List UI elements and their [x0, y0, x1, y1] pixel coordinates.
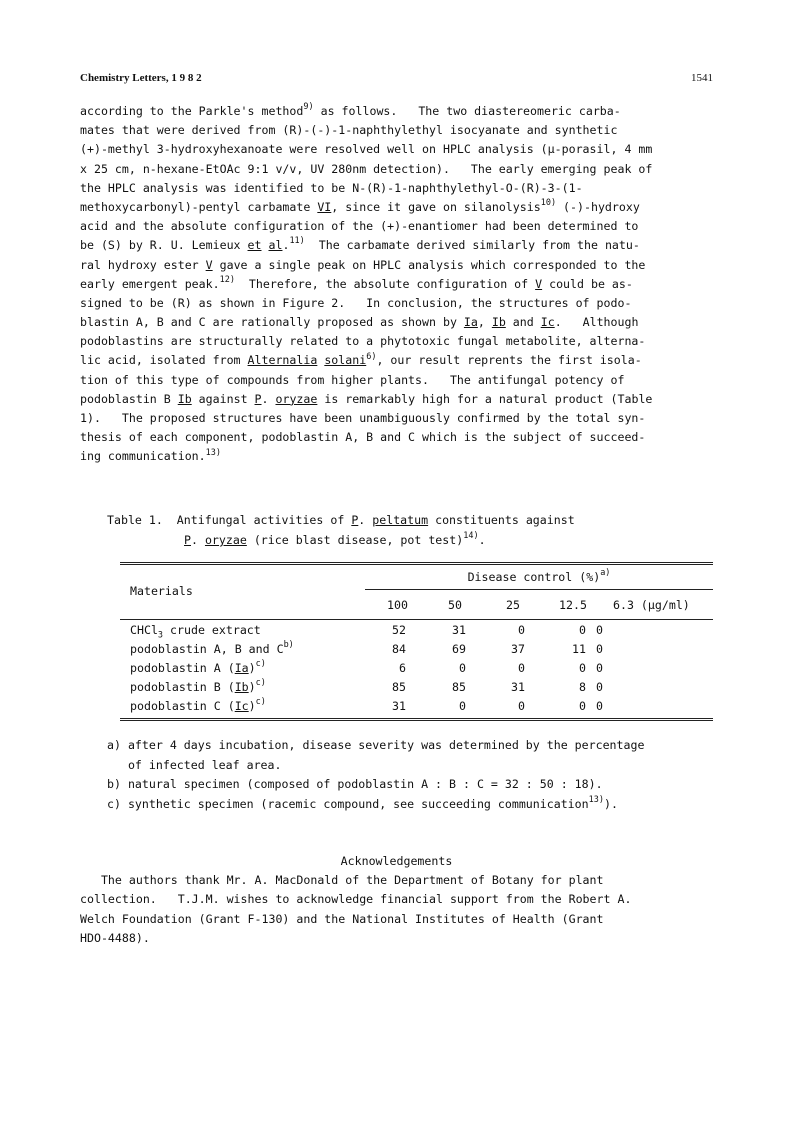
table-cell: 85 [452, 680, 466, 694]
column-header: 25 [506, 598, 520, 612]
body-line [80, 275, 713, 294]
acknowledgement-line: The authors thank Mr. A. MacDonald of the Department of Botany for plant [80, 873, 604, 887]
table-cell: 31 [452, 623, 466, 637]
text-run: podoblastin A, B and C [130, 642, 284, 656]
text-run: crude extract [163, 623, 261, 637]
table-cell: 11 [572, 642, 586, 656]
table-cell: 85 [392, 680, 406, 694]
text-run: . Although [554, 315, 639, 330]
text-run: of infected leaf area. [107, 757, 282, 772]
text-run: acid and the absolute configuration of the (+)-enantiomer had been determined to [80, 219, 639, 234]
text-run: ) [248, 680, 256, 694]
text-run: and [505, 315, 541, 330]
body-line [80, 409, 713, 428]
text-run: podoblastins are structurally related to a phytotoxic fungal metabolite, alterna- [80, 334, 646, 349]
row-label [130, 678, 266, 697]
column-header: 6.3 (μg/ml) [613, 598, 690, 612]
text-run: podoblastin B ( [130, 680, 235, 694]
text-run: ral hydroxy ester [80, 257, 206, 272]
underlined-text: P [184, 533, 191, 547]
table-cell: 0 [596, 623, 603, 637]
body-line [80, 179, 713, 198]
table-cell: 6 [399, 661, 406, 675]
reference-superscript: 13) [588, 794, 604, 805]
underlined-text: Ib [234, 680, 249, 694]
body-line [80, 160, 713, 179]
underlined-text: Ia [463, 315, 478, 330]
table-cell: 31 [392, 699, 406, 713]
row-label [130, 697, 266, 716]
text-run: early emergent peak. [80, 276, 220, 291]
text-run: methoxycarbonyl)-pentyl carbamate [80, 199, 318, 214]
table-cell: 84 [392, 642, 406, 656]
text-run: lic acid, isolated from [80, 353, 248, 368]
table-cell: 31 [511, 680, 525, 694]
text-run: , since it gave on silanolysis [331, 199, 541, 214]
text-run: ). [603, 796, 618, 811]
table-caption [107, 510, 667, 550]
table-cell: 52 [392, 623, 406, 637]
column-header: 100 [387, 598, 408, 612]
table-cell: 0 [518, 623, 525, 637]
table-cell: 0 [596, 642, 603, 656]
table-bottom-rule [120, 718, 713, 719]
text-run: The carbamate derived similarly from the natu- [304, 238, 640, 253]
disease-control-header [365, 567, 713, 587]
body-line [80, 198, 713, 217]
table-cell: 0 [518, 699, 525, 713]
reference-superscript: 12) [219, 274, 235, 285]
reference-superscript: c) [255, 659, 266, 670]
row-label [130, 640, 294, 659]
table-row [120, 640, 713, 659]
table-cell: 8 [579, 680, 586, 694]
table-cell: 0 [596, 661, 603, 675]
text-run: is remarkably high for a natural product (Table [317, 391, 653, 406]
underlined-text: VI [317, 199, 332, 214]
text-run: gave a single peak on HPLC analysis which corresponded to the [212, 257, 646, 272]
table-cell: 69 [452, 642, 466, 656]
acknowledgement-line: Welch Foundation (Grant F-130) and the National Institutes of Health (Grant [80, 911, 604, 926]
table-top-rule [120, 562, 713, 563]
table-caption-line [107, 510, 667, 530]
body-line [80, 256, 713, 275]
text-run: , our result reprents the first isola- [376, 353, 642, 368]
underlined-text: V [205, 257, 213, 272]
text-run: mates that were derived from (R)-(-)-1-naphthylethyl isocyanate and synthetic [80, 123, 618, 138]
column-header: 12.5 [559, 598, 587, 612]
table-subheader-rule [365, 589, 713, 590]
underlined-text: V [535, 276, 543, 291]
materials-header: Materials [130, 584, 193, 598]
column-header: 50 [448, 598, 462, 612]
text-run: Therefore, the absolute configuration of [234, 276, 536, 291]
text-run: signed to be (R) as shown in Figure 2. In conclusion, the structures of podo- [80, 295, 632, 310]
disease-control-label: Disease control (%) [467, 570, 601, 584]
text-run: be (S) by R. U. Lemieux [80, 238, 248, 253]
table-cell: 0 [518, 661, 525, 675]
text-run: , [477, 315, 492, 330]
disease-control-footnote: a) [600, 568, 611, 579]
text-run: . [261, 391, 276, 406]
underlined-text: Ib [177, 391, 192, 406]
footnote-line [107, 736, 707, 756]
column-headers [365, 595, 713, 615]
table-cell: 0 [579, 623, 586, 637]
text-run: (+)-methyl 3-hydroxyhexanoate were resolved well on HPLC analysis (μ-porasil, 4 mm [80, 142, 653, 157]
table-bottom-rule-2 [120, 720, 713, 721]
body-line [80, 371, 713, 390]
reference-superscript: 9) [303, 102, 314, 113]
text-run: ) [248, 661, 256, 675]
underlined-text: et [247, 238, 262, 253]
text-run: ing communication. [80, 449, 206, 464]
underlined-text: P [351, 513, 359, 527]
underlined-text: P [254, 391, 262, 406]
underlined-text: peltatum [372, 513, 429, 527]
text-run: as follows. The two diastereomeric carba- [313, 104, 621, 118]
underlined-text: Ic [234, 699, 249, 713]
text-run: ) [248, 699, 256, 713]
text-run: x 25 cm, n-hexane-EtOAc 9:1 v/v, UV 280nm detection). The early emerging peak of [80, 161, 653, 176]
text-run: according to the Parkle's method [80, 104, 304, 118]
text-run: c) synthetic specimen (racemic compound, see succeeding communication [107, 796, 589, 811]
text-run: constituents against [428, 513, 575, 527]
table-row [120, 621, 713, 640]
underlined-text: Ia [234, 661, 249, 675]
table-footnotes [107, 736, 707, 814]
body-line [80, 121, 713, 140]
page-number: 1541 [691, 72, 713, 84]
reference-superscript: c) [255, 697, 266, 708]
reference-superscript: 6) [366, 351, 377, 362]
table-caption-line [107, 530, 667, 550]
journal-name: Chemistry Letters, 1 9 8 2 [80, 72, 202, 84]
underlined-text: solani [324, 353, 367, 368]
text-run: could be as- [542, 276, 633, 291]
body-line [80, 140, 713, 159]
subscript: 3 [157, 630, 164, 641]
table-row [120, 697, 713, 716]
text-run: CHCl [130, 623, 158, 637]
text-run: blastin A, B and C are rationally proposed as shown by [80, 315, 464, 330]
table-header-rule [120, 619, 713, 620]
row-label [130, 659, 266, 678]
body-line [80, 217, 713, 236]
underlined-text: oryzae [204, 533, 247, 547]
underlined-text: al [268, 238, 283, 253]
text-run: . [190, 533, 205, 547]
body-line [80, 102, 713, 121]
body-line [80, 294, 713, 313]
underlined-text: oryzae [275, 391, 318, 406]
reference-superscript: 11) [289, 236, 305, 247]
table-cell: 0 [596, 699, 603, 713]
body-line [80, 332, 713, 351]
text-run: b) natural specimen (composed of podoblastin A : B : C = 32 : 50 : 18). [107, 777, 603, 791]
reference-superscript: 13) [205, 447, 221, 458]
acknowledgement-line: collection. T.J.M. wishes to acknowledge financial support from the Robert A. [80, 892, 632, 907]
table-row [120, 659, 713, 678]
table-row [120, 678, 713, 697]
underlined-text: Alternalia [247, 353, 318, 368]
text-run: Table 1. Antifungal activities of [107, 513, 352, 527]
footnote-line [107, 795, 707, 815]
footnote-line [107, 756, 707, 776]
text-run: tion of this type of compounds from higher plants. The antifungal potency of [80, 372, 625, 387]
body-line [80, 447, 713, 466]
text-run: . [358, 513, 373, 527]
text-run: (rice blast disease, pot test) [246, 533, 464, 547]
page-header [80, 72, 713, 88]
reference-superscript: 10) [540, 198, 557, 209]
text-run: . [282, 238, 290, 253]
text-run: a) after 4 days incubation, disease severity was determined by the percentage [107, 738, 645, 752]
row-label [130, 621, 261, 640]
body-line [80, 351, 713, 370]
table-cell: 0 [459, 661, 466, 675]
underlined-text: Ib [491, 315, 506, 330]
footnote-line [107, 775, 707, 795]
acknowledgements-text [80, 871, 713, 948]
table-cell: 0 [596, 680, 603, 694]
text-run: podoblastin A ( [130, 661, 235, 675]
body-text [80, 102, 713, 467]
table-cell: 0 [459, 699, 466, 713]
text-run: podoblastin B [80, 391, 178, 406]
underlined-text: Ic [540, 315, 555, 330]
reference-superscript: c) [255, 678, 266, 689]
body-line [80, 390, 713, 409]
body-line [80, 428, 713, 447]
acknowledgement-line: HDO-4488). [80, 930, 150, 945]
reference-superscript: b) [283, 640, 294, 651]
text-run: (-)-hydroxy [556, 199, 640, 214]
table-cell: 0 [579, 661, 586, 675]
acknowledgements-title: Acknowledgements [340, 854, 453, 868]
text-run: . [478, 533, 486, 547]
reference-superscript: 14) [463, 531, 479, 542]
body-line [80, 236, 713, 255]
table-top-rule-2 [120, 564, 713, 565]
text-run: the HPLC analysis was identified to be N-(R)-1-naphthylethyl-O-(R)-3-(1- [80, 180, 583, 195]
table-body [120, 621, 713, 716]
text-run: against [191, 391, 255, 406]
text-run: podoblastin C ( [130, 699, 235, 713]
text-run: thesis of each component, podoblastin A, B and C which is the subject of succeed- [80, 430, 646, 445]
text-run: 1). The proposed structures have been unambiguously confirmed by the total syn- [80, 411, 646, 425]
body-line [80, 313, 713, 332]
table-cell: 37 [511, 642, 525, 656]
table-cell: 0 [579, 699, 586, 713]
